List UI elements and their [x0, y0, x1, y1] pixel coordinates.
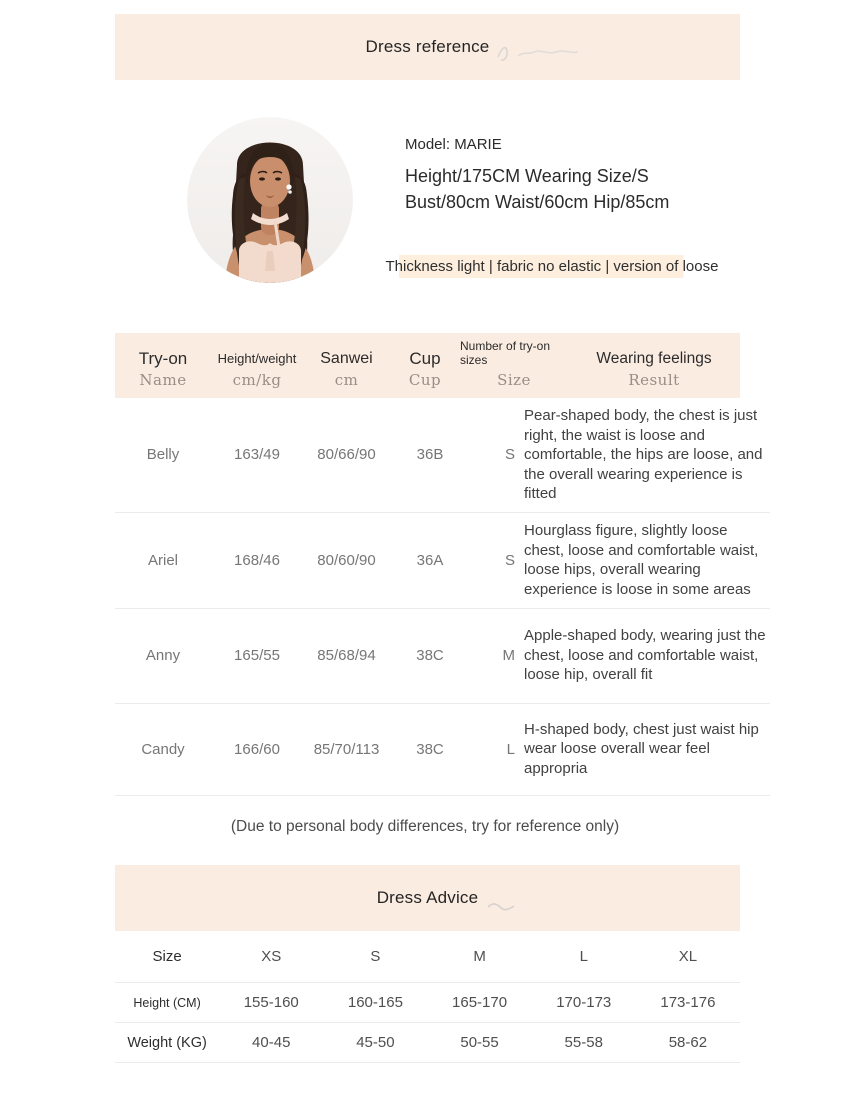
- size-value: S: [370, 947, 381, 965]
- size-row-label: Size: [152, 947, 182, 965]
- tryon-height-weight: 165/55: [234, 647, 280, 664]
- table-row: [115, 398, 770, 513]
- tryon-sanwei: 80/60/90: [317, 551, 376, 569]
- dress-reference-band: [115, 14, 740, 80]
- tryon-height-weight: 166/60: [234, 740, 280, 758]
- tryon-table-header: [115, 333, 740, 398]
- model-name: Model: MARIE: [405, 136, 502, 153]
- height-value: 155-160: [243, 994, 299, 1011]
- reference-note: (Due to personal body differences, try for reference only): [230, 818, 620, 835]
- tryon-size: S: [504, 551, 515, 569]
- size-value: XL: [678, 947, 698, 965]
- tryon-feeling: Pear-shaped body, the chest is just right, the waist is loose and comfortable, the hips are loose, and the overall wearing experience is fitted: [524, 407, 763, 502]
- tryon-feeling: Apple-shaped body, wearing just the chest, loose and comfortable waist, loose hip, overall fit: [524, 627, 766, 684]
- weight-row: [115, 1023, 740, 1063]
- tryon-name: Candy: [141, 740, 185, 758]
- weight-value: 55-58: [564, 1034, 603, 1051]
- model-photo: [187, 117, 353, 283]
- tryon-height-weight: 168/46: [234, 551, 280, 569]
- tryon-table-body: [115, 398, 770, 796]
- height-row-label: Height (CM): [133, 995, 201, 1010]
- model-measurements: Bust/80cm Waist/60cm Hip/85cm: [405, 192, 670, 212]
- weight-row-label: Weight (KG): [127, 1034, 207, 1051]
- tryon-cup: 36A: [416, 551, 444, 569]
- height-value: 160-165: [347, 994, 403, 1011]
- tryon-header-cup: Cup Cup: [408, 349, 442, 389]
- weight-value: 58-62: [668, 1034, 708, 1051]
- size-advice-table: [115, 930, 740, 1063]
- watermark-tilde-icon: [484, 897, 518, 913]
- height-value: 173-176: [660, 994, 716, 1011]
- model-height-size: Height/175CM Wearing Size/S: [405, 166, 649, 186]
- tryon-sanwei: 85/68/94: [317, 647, 376, 664]
- tryon-header-feelings: Wearing feelings Result: [596, 350, 712, 389]
- weight-value: 45-50: [356, 1034, 395, 1051]
- tryon-name: Ariel: [147, 551, 178, 569]
- tryon-height-weight: 163/49: [234, 446, 280, 464]
- weight-value: 50-55: [460, 1034, 499, 1051]
- size-value: M: [473, 947, 486, 965]
- tryon-name: Anny: [145, 647, 181, 664]
- tryon-sanwei: 80/66/90: [317, 446, 376, 464]
- page-title: [366, 37, 490, 57]
- advice-title-text: Dress Advice: [376, 888, 479, 907]
- page-title-text: Dress reference: [365, 37, 490, 56]
- tryon-header-sanwei: Sanwei cm: [320, 350, 373, 389]
- fabric-note: Thickness light | fabric no elastic | version of loose: [374, 255, 730, 278]
- size-value: XS: [261, 947, 282, 965]
- size-row: [115, 930, 740, 983]
- tryon-header-name: Try-on Name: [138, 349, 188, 389]
- tryon-size: M: [502, 647, 515, 664]
- table-row: [115, 609, 770, 704]
- table-row: [115, 513, 770, 609]
- model-photo-illustration: [187, 117, 353, 283]
- table-row: [115, 704, 770, 796]
- dress-advice-band: [115, 865, 740, 931]
- tryon-feeling: H-shaped body, chest just waist hip wear loose overall wear feel appropria: [524, 720, 759, 777]
- tryon-feeling: Hourglass figure, slightly loose chest, loose and comfortable waist, loose hips, overall wearing experience is loose in some areas: [524, 522, 759, 598]
- tryon-size: S: [504, 446, 515, 464]
- watermark-squiggle-icon: [494, 39, 584, 65]
- tryon-name: Belly: [146, 446, 180, 464]
- tryon-size: L: [506, 740, 515, 758]
- advice-title: [377, 888, 479, 908]
- tryon-header-height-weight: Height/weight cm/kg: [217, 351, 297, 389]
- height-value: 170-173: [556, 994, 612, 1011]
- tryon-sanwei: 85/70/113: [313, 740, 380, 758]
- tryon-cup: 38C: [416, 647, 444, 664]
- height-value: 165-170: [452, 994, 508, 1011]
- tryon-cup: 38C: [416, 740, 444, 758]
- size-value: L: [579, 947, 588, 965]
- weight-value: 40-45: [252, 1034, 291, 1051]
- tryon-cup: 36B: [416, 446, 444, 464]
- tryon-header-size: Number of try-on sizes Size: [460, 339, 551, 389]
- height-row: [115, 983, 740, 1023]
